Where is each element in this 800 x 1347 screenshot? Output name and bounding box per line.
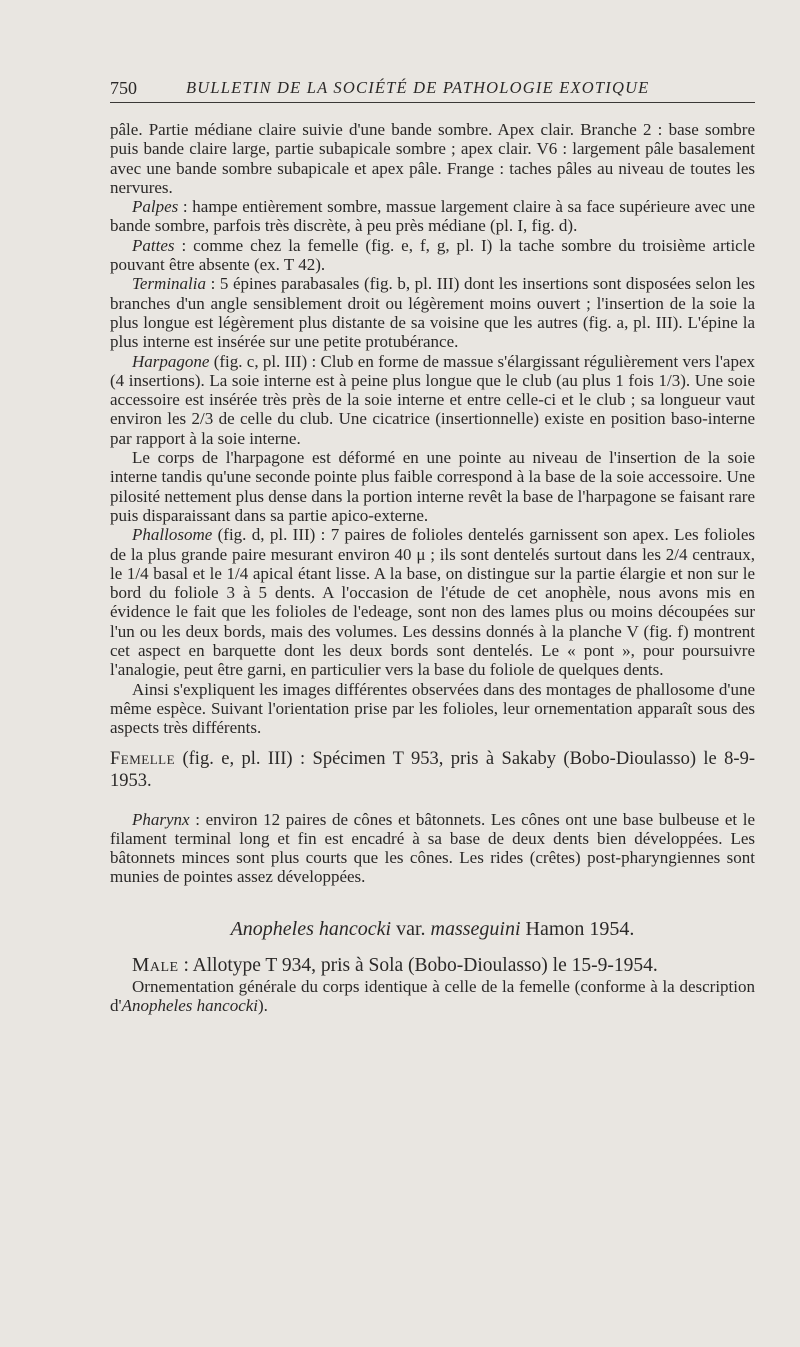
femelle-lead: Femelle bbox=[110, 748, 176, 769]
palpes-lead: Palpes bbox=[132, 197, 179, 217]
paragraph-femelle bbox=[110, 748, 755, 792]
page-number: 750 bbox=[110, 78, 137, 98]
paragraph-ornementation bbox=[110, 977, 755, 1016]
page-header bbox=[110, 78, 755, 103]
paragraph-pharynx bbox=[110, 810, 755, 887]
male-lead: Male bbox=[132, 954, 179, 976]
paragraph-phallosome bbox=[110, 525, 755, 679]
palpes-text: : hampe entièrement sombre, massue largement claire à sa face supérieure avec une bande sombre, parfois très discrète, à peu près médiane (pl. I, fig. d). bbox=[110, 197, 755, 236]
running-head: BULLETIN DE LA SOCIÉTÉ DE PATHOLOGIE EXOTIQUE bbox=[186, 78, 650, 97]
terminalia-text: : 5 épines parabasales (fig. b, pl. III) dont les insertions sont disposées selon les branches d'un angle sensiblement droit ou légèrement moins ouvert ; l'insertion de la soie la plus longue est légèrement plus distante de sa voisine que les autres (fig. a, pl. III). L'épine la plus interne est insérée sur une petite protubérance. bbox=[110, 274, 755, 352]
body-text bbox=[110, 120, 755, 1015]
paragraph-corps: Le corps de l'harpagone est déformé en une pointe au niveau de l'insertion de la soie interne tandis qu'une seconde pointe plus faible correspond à la base de la soie accessoire. Une pilosité nettement plus dense dans la portion interne revêt la base de l'harpagone se faisant rare puis disparaissant dans sa partie apico-externe. bbox=[110, 448, 755, 525]
pharynx-text: : environ 12 paires de cônes et bâtonnets. Les cônes ont une base bulbeuse et le filament terminal long et fin est encadré à sa base de deux dents bien développées. Les bâtonnets minces sont plus courts que les cônes. Les rides (crêtes) post-pharyngiennes sont munies de pointes assez développées. bbox=[110, 809, 755, 887]
species-heading bbox=[110, 917, 755, 941]
phallosome-text: (fig. d, pl. III) : 7 paires de folioles dentelés garnissent son apex. Les folioles de la plus grande paire mesurant environ 40 μ ; ils sont dentelés surtout dans les 2/4 centraux, le 1/4 basal et le 1/4 apical étant lisse. A la base, on distingue sur la partie élargie et non sur le bord du foliole 3 à 5 dents. A l'occasion de l'étude de cet anophèle, nous avons mis en évidence le fait que les folioles de l'edeage, sont non des lames plus ou moins découpées sur l'un ou les deux bords, mais des volumes. Les dessins donnés à la planche V (fig. f) montrent cet aspect en barquette dont les deux bords sont dentelés. Le « pont », pour poursuivre l'analogie, peut être garni, en particulier vers la base du foliole de quelques dents. bbox=[110, 525, 755, 680]
ornementation-text: Ornementation générale du corps identique à celle de la femelle (conforme à la description d' bbox=[110, 976, 755, 1015]
terminalia-lead: Terminalia bbox=[132, 274, 207, 294]
pattes-lead: Pattes bbox=[132, 235, 175, 255]
paragraph-palpes bbox=[110, 197, 755, 236]
male-text: : Allotype T 934, pris à Sola (Bobo-Dioulasso) le 15-9-1954. bbox=[178, 954, 658, 976]
phallosome-lead: Phallosome bbox=[132, 525, 213, 545]
pharynx-lead: Pharynx bbox=[132, 809, 190, 829]
species-var: var. bbox=[391, 917, 431, 940]
harpagone-text: (fig. c, pl. III) : Club en forme de massue s'élargissant régulièrement vers l'apex (4 insertions). La soie interne est à peine plus longue que le club (au plus 1 fois 1/3). Une soie accessoire est insérée très près de la soie interne et entre celle-ci et le club ; sa longueur vaut environ les 2/3 de celle du club. Une cicatrice (insertionnelle) existe en position baso-interne par rapport à la soie interne. bbox=[110, 351, 755, 448]
paragraph-ainsi: Ainsi s'expliquent les images différentes observées dans des montages de phallosome d'une même espèce. Suivant l'orientation prise par les folioles, leur ornementation apparaît sous des aspects très différents. bbox=[110, 679, 755, 738]
paragraph-terminalia bbox=[110, 274, 755, 351]
ornementation-end: ). bbox=[258, 995, 268, 1015]
harpagone-lead: Harpagone bbox=[132, 351, 210, 371]
species-author: Hamon 1954. bbox=[520, 917, 635, 940]
species-variety: masseguini bbox=[430, 917, 521, 940]
ornementation-species: Anopheles hancocki bbox=[121, 995, 259, 1015]
femelle-text: (fig. e, pl. III) : Spécimen T 953, pris à Sakaby (Bobo-Dioulasso) le 8-9-1953. bbox=[110, 748, 755, 791]
pattes-text: : comme chez la femelle (fig. e, f, g, pl. I) la tache sombre du troisième article pouvant être absente (ex. T 42). bbox=[110, 235, 755, 275]
paragraph-harpagone bbox=[110, 352, 755, 448]
species-name: Anopheles hancocki bbox=[230, 917, 392, 940]
paragraph-male bbox=[110, 955, 755, 977]
paragraph-wing-end: pâle. Partie médiane claire suivie d'une bande sombre. Apex clair. Branche 2 : base sombre puis bande claire large, partie subapicale sombre ; apex clair. V6 : largement pâle basalement avec une bande sombre subapicale et apex pâle. Frange : taches pâles au niveau de toutes les nervures. bbox=[110, 120, 755, 197]
paragraph-pattes bbox=[110, 236, 755, 275]
